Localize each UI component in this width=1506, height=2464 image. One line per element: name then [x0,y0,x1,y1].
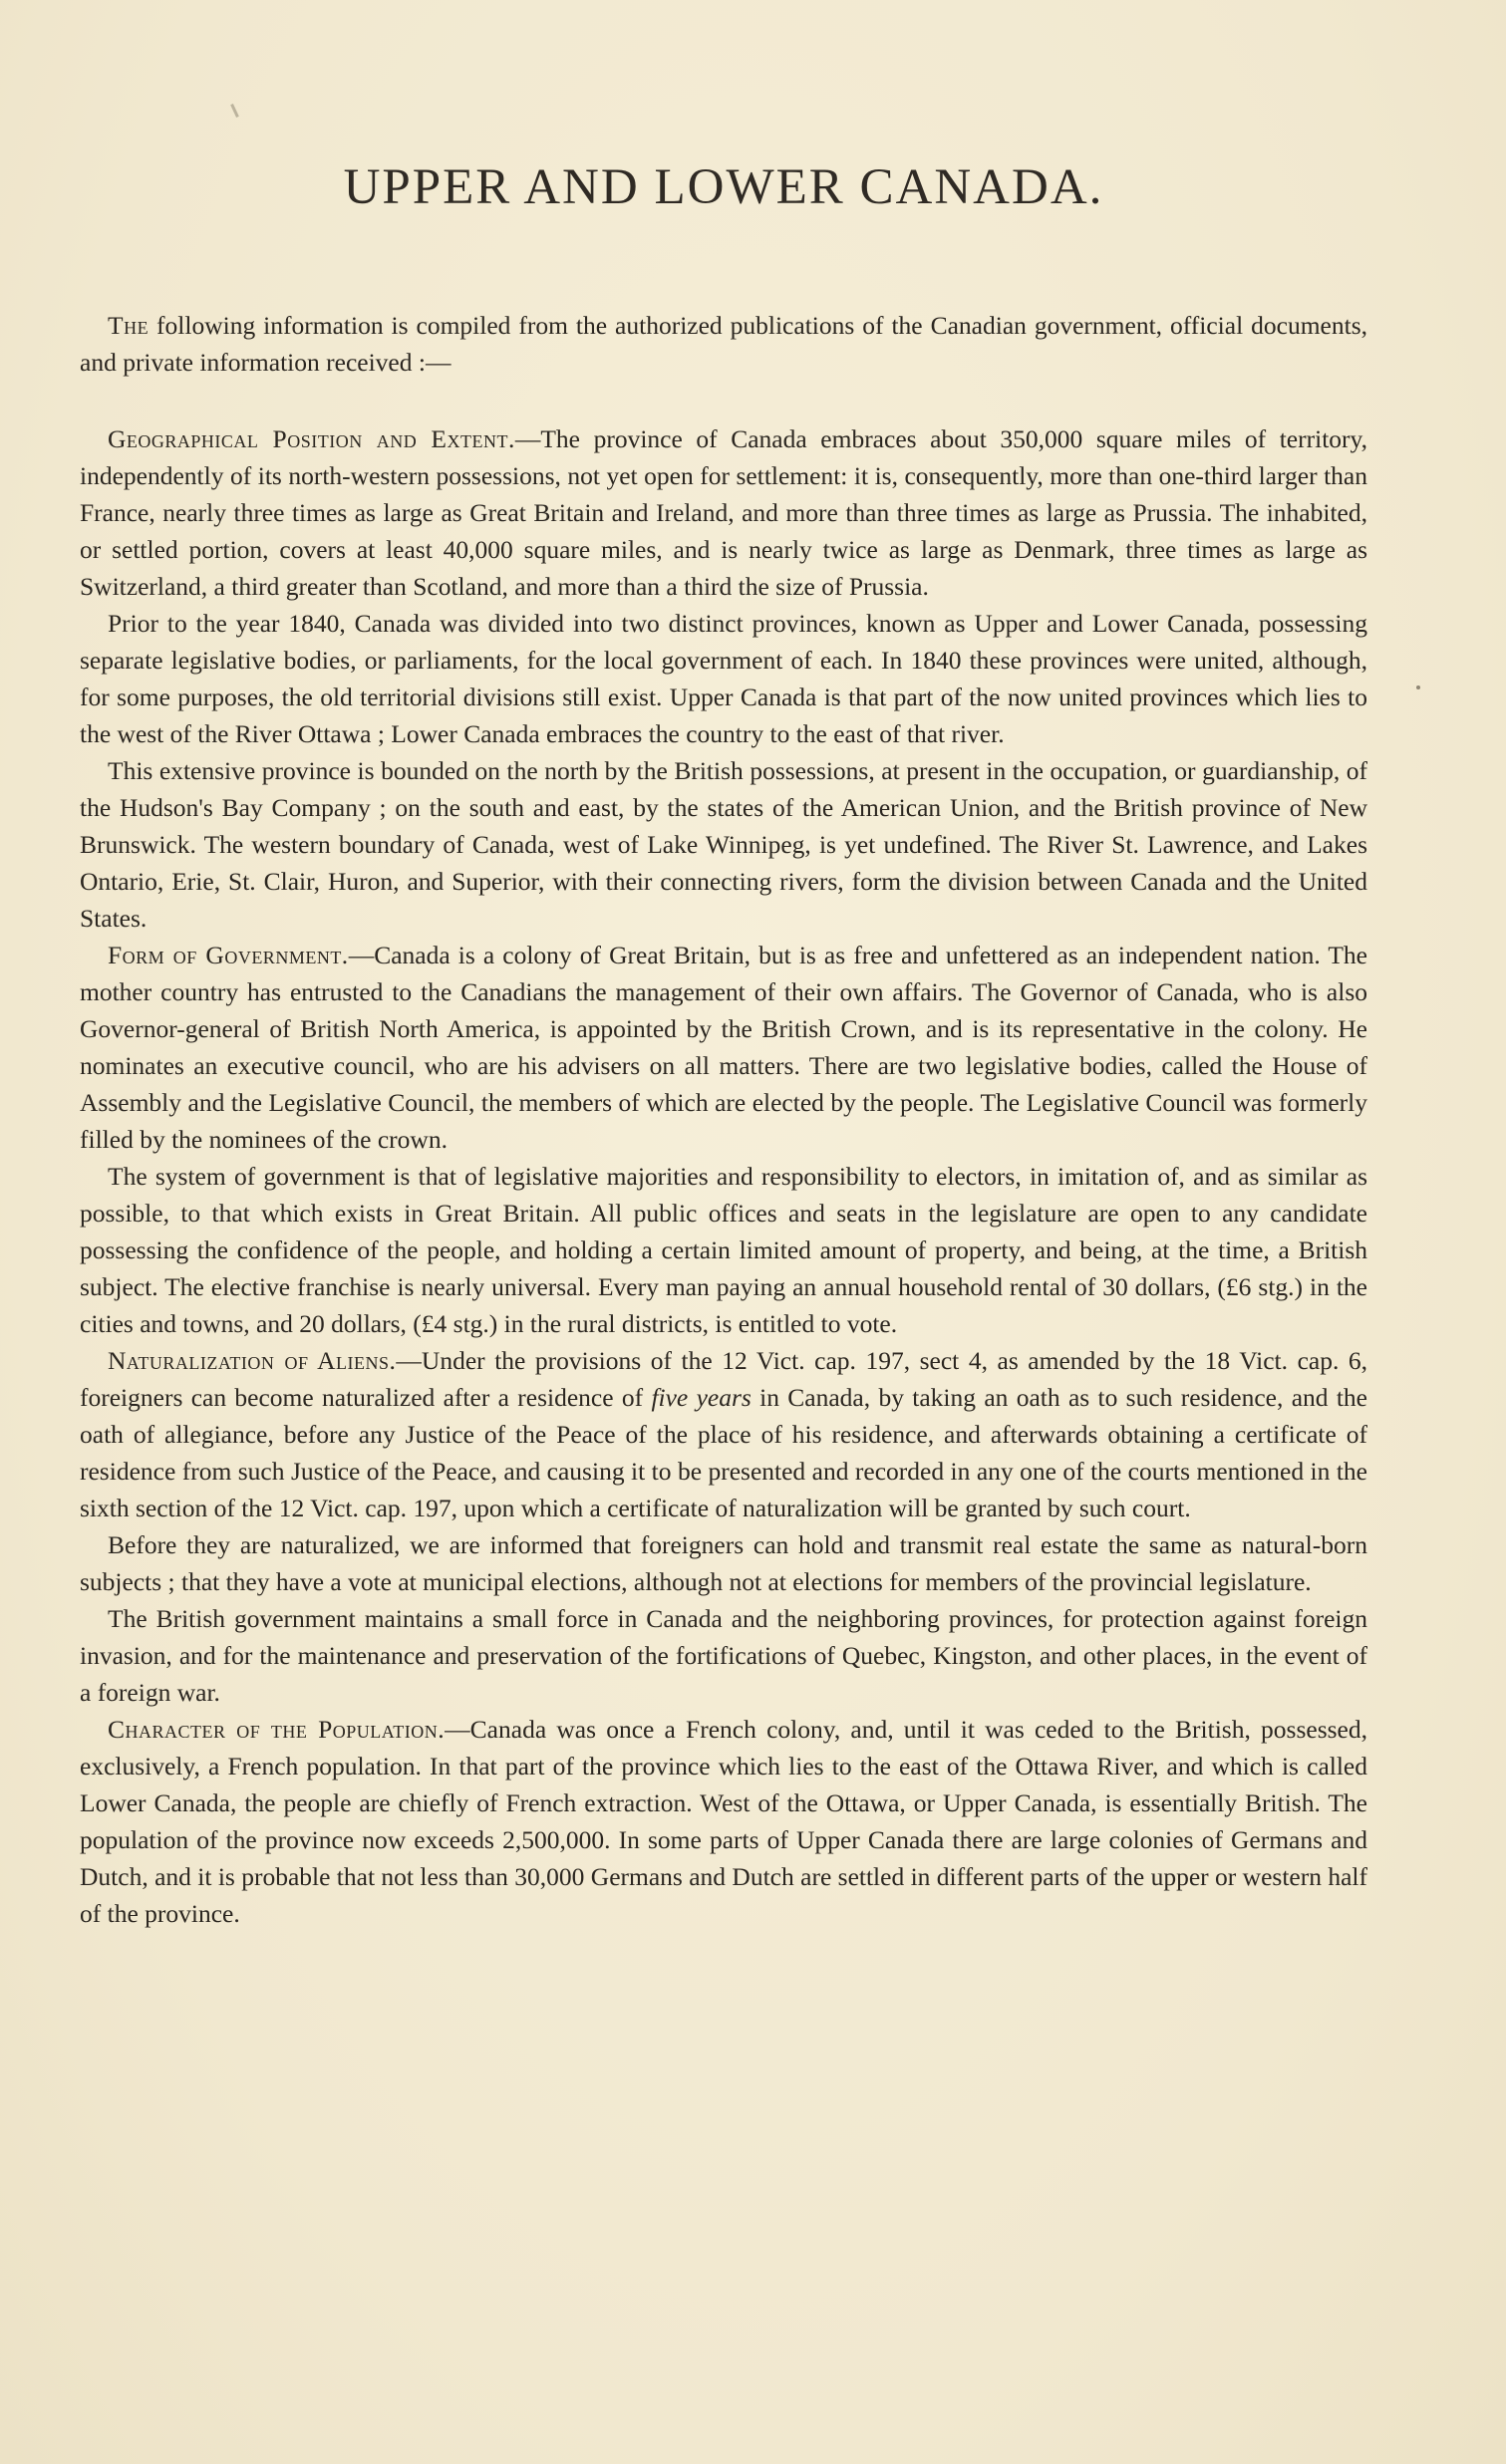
paragraph-text: —The province of Canada embraces about 350,000 square miles of territory, independently of its north-western possessions, not yet open for settlement: it is, consequently, more than one-third larger than France, nearly three times as large as Great Britain and Ireland, and more than three times as large as Prussia. The inhabited, or settled portion, covers at least 40,000 square miles, and is nearly twice as large as Denmark, three times as large as Switzerland, a third greater than Scotland, and more than a third the size of Prussia. [80,424,1367,602]
paragraph-text: in Canada, by taking an oath as to such residence, and the oath of allegiance, before any Justice of the Peace of the place of his residence, and afterwards obtaining a certificate of residence from such Justice of the Peace, and causing it to be presented and recorded in any one of the courts mentioned in the sixth section of the 12 Vict. cap. 197, upon which a certificate of naturalization will be granted by such court. [80,1383,1367,1523]
paragraph-text: —Canada is a colony of Great Britain, but is as free and unfettered as an independent nation. The mother country has entrusted to the Canadians the management of their own affairs. The Governor of Canada, who is also Governor-general of British North America, is appointed by the British Crown, and is its representative in the colony. He nominates an executive council, who are his advisers on all matters. There are two legislative bodies, called the House of Assembly and the Legislative Council, the members of which are elected by the people. The Legislative Council was formerly filled by the nominees of the crown. [80,941,1367,1155]
emphasis-text: five years [651,1383,752,1413]
paragraph-text: —Canada was once a French colony, and, until it was ceded to the British, possessed, exclusively, a French population. In that part of the province which lies to the east of the Ottawa River, and which is called Lower Canada, the people are chiefly of French extraction. West of the Ottawa, or Upper Canada, is essentially British. The population of the province now exceeds 2,500,000. In some parts of Upper Canada there are large colonies of Germans and Dutch, and it is probable that not less than 30,000 Germans and Dutch are settled in different parts of the upper or western half of the province. [80,1715,1367,1929]
paragraph-before-naturalized [80,1526,1367,1600]
paragraph-text: —Under the provisions of the 12 Vict. cap. 197, sect 4, as amended by the 18 Vict. cap. 6, foreigners can become naturalized after a residence of [80,1346,1368,1413]
intro-lead: The [108,311,150,341]
paragraph-system-of-government [80,1158,1367,1342]
paragraph-text: The British government maintains a small force in Canada and the neighboring provinces, for protection against foreign invasion, and for the maintenance and preservation of the fortifications of Quebec, Kingston, and other places, in the event of a foreign war. [80,1604,1367,1708]
page-title: UPPER AND LOWER CANADA. [343,159,1104,215]
paragraph-text: Before they are naturalized, we are informed that foreigners can hold and transmit real estate the same as natural-born subjects ; that they have a vote at municipal elections, although not at elections for members of the provincial legislature. [80,1530,1367,1597]
section-heading: Naturalization of Aliens. [108,1346,397,1376]
paragraph-form-of-government [80,937,1367,1158]
document-body [80,159,1367,1932]
paragraph-text: Prior to the year 1840, Canada was divided into two distinct provinces, known as Upper and Lower Canada, possessing separate legislative bodies, or parliaments, for the local government of each. In 1840 these provinces were united, although, for some purposes, the old territorial divisions still exist. Upper Canada is that part of the now united provinces which lies to the west of the River Ottawa ; Lower Canada embraces the country to the east of that river. [80,609,1367,749]
section-heading: Geographical Position and Extent. [108,424,515,454]
paragraph-text: The system of government is that of legislative majorities and responsibility to electors, in imitation of, and as similar as possible, to that which exists in Great Britain. All public offices and seats in the legislature are open to any candidate possessing the confidence of the people, and holding a certain limited amount of property, and being, at the time, a British subject. The elective franchise is nearly universal. Every man paying an annual household rental of 30 dollars, (£6 stg.) in the cities and towns, and 20 dollars, (£4 stg.) in the rural districts, is entitled to vote. [80,1162,1367,1339]
stray-mark [230,104,239,118]
paragraph-character-of-population [80,1711,1367,1932]
intro-paragraph [80,307,1367,381]
intro-text: following information is compiled from the authorized publications of the Canadian government, official documents, and private information received :— [80,311,1367,378]
paragraph-british-force [80,1600,1367,1711]
section-heading: Form of Government. [108,941,349,970]
paragraph-naturalization [80,1342,1367,1526]
paragraph-text: This extensive province is bounded on the north by the British possessions, at present in the occupation, or guardianship, of the Hudson's Bay Company ; on the south and east, by the states of the American Union, and the British province of New Brunswick. The western boundary of Canada, west of Lake Winnipeg, is yet undefined. The River St. Lawrence, and Lakes Ontario, Erie, St. Clair, Huron, and Superior, with their connecting rivers, form the division between Canada and the United States. [80,756,1367,934]
paragraph-boundaries [80,752,1367,937]
stray-dot [1416,685,1420,689]
paragraph-geographical-position [80,420,1367,605]
paragraph-prior-to-1840 [80,605,1367,752]
section-heading: Character of the Population. [108,1715,446,1745]
